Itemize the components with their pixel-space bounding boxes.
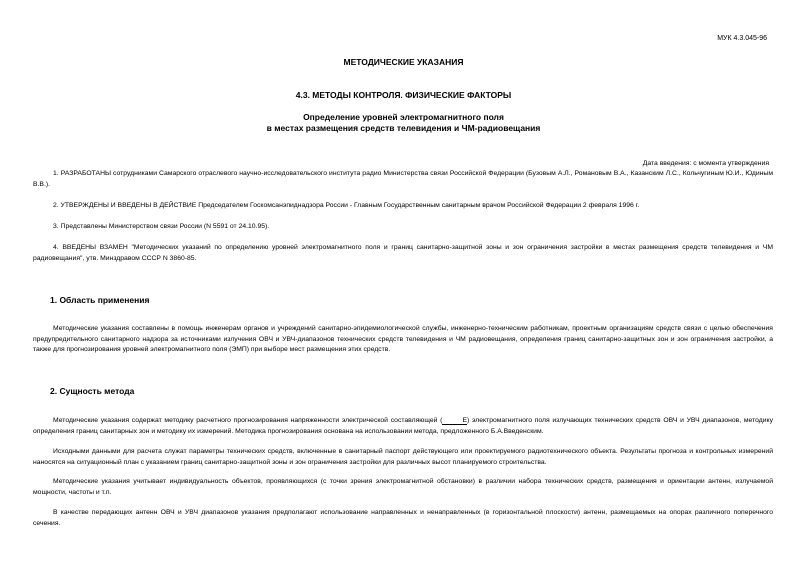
section-1-heading: 1. Область применения bbox=[50, 295, 150, 305]
title-line-2: в местах размещения средств телевидения и ЧМ-радиовещания bbox=[266, 123, 541, 133]
main-heading: МЕТОДИЧЕСКИЕ УКАЗАНИЯ bbox=[343, 57, 464, 67]
section-2-paragraph-3: Методические указания учитывает индивидуальность объектов, проявляющихся (с точки зрения электромагнитной обстановки) в различии набора технических средств, размещения и ориентации антенн, излучаемой мощности, частоты и т.п. bbox=[33, 478, 773, 496]
title-line-1: Определение уровней электромагнитного поля bbox=[303, 112, 504, 122]
intro-item-2: 2. УТВЕРЖДЕНЫ И ВВЕДЕНЫ В ДЕЙСТВИЕ Председателем Госкомсанэпиднадзора России - Главным Государственным санитарным врачом Российской Федерации 2 февраля 1996 г. bbox=[53, 202, 640, 209]
section-2-paragraph-1-start: Методические указания содержат методику расчетного прогнозирования напряженности электрической составляющей ( bbox=[53, 417, 443, 424]
section-2-paragraph-1-end: ) электромагнитного поля излучающих технических средств ОВЧ и УВЧ диапазонов, методику определения границ санитарных зон и методику их измерений. Методика прогнозирования основана на использовании метода, предложенного Б.А.Введенским. bbox=[33, 417, 773, 435]
section-1-paragraph: Методические указания составлены в помощь инженерам органов и учреждений санитарно-эпидемиологической службы, инженерно-техническим работникам, проектным организациям средств связи с целью обеспечения предупредительного санитарного надзора за источниками излучения ОВЧ и УВЧ-диапазонов технических средств телевидения и ЧМ радиовещания, определения границ санитарно-защитных зон и зон ограничения застройки, а также для прогнозирования уровней электромагнитного поля (ЭМП) при выборе мест размещения этих средств. bbox=[33, 325, 773, 353]
date-of-introduction: Дата введения: с момента утверждения bbox=[642, 160, 769, 167]
intro-item-4: 4. ВВЕДЕНЫ ВЗАМЕН "Методических указаний по определению уровней электромагнитного поля и границ санитарно-защитной зоны и зон ограничения застройки в местах размещения средств телевидения и ЧМ радиовещания", утв. Минздравом СССР N 3860-85. bbox=[33, 244, 773, 262]
section-2-paragraph-4: В качестве передающих антенн ОВЧ и УВЧ диапазонов указания предполагают использование направленных и ненаправленных (в горизонтальной плоскости) антенн, размещаемых на опорах различного поперечного сечения. bbox=[33, 509, 773, 527]
section-2-paragraph-2: Исходными данными для расчета служат параметры технических средств, включенные в санитарный паспорт действующего или проектируемого радиотехнического объекта. Результаты прогноза и контрольных измерений наносятся на ситуационный план с указанием границ санитарно-защитной зоны и зон ограничения застройки для различных высот планируемого строительства. bbox=[33, 448, 773, 466]
intro-item-1: 1. РАЗРАБОТАНЫ сотрудниками Самарского отраслевого научно-исследовательского института радио Министерства связи Российской Федерации (Бузовым А.Л., Романовым В.А., Казанским Л.С., Кольчугиным Ю.И., Юдиным В.В.). bbox=[33, 170, 773, 188]
document-code: МУК 4.3.045-96 bbox=[717, 35, 767, 42]
sub-heading: 4.3. МЕТОДЫ КОНТРОЛЯ. ФИЗИЧЕСКИЕ ФАКТОРЫ bbox=[295, 90, 512, 100]
section-2-heading: 2. Сущность метода bbox=[50, 386, 135, 396]
document-title bbox=[0, 112, 807, 134]
section-2-paragraph-1 bbox=[33, 416, 773, 437]
electric-field-symbol: E bbox=[442, 418, 467, 425]
intro-item-3: 3. Представлены Министерством связи России (N 5591 от 24.10.95). bbox=[53, 223, 270, 230]
